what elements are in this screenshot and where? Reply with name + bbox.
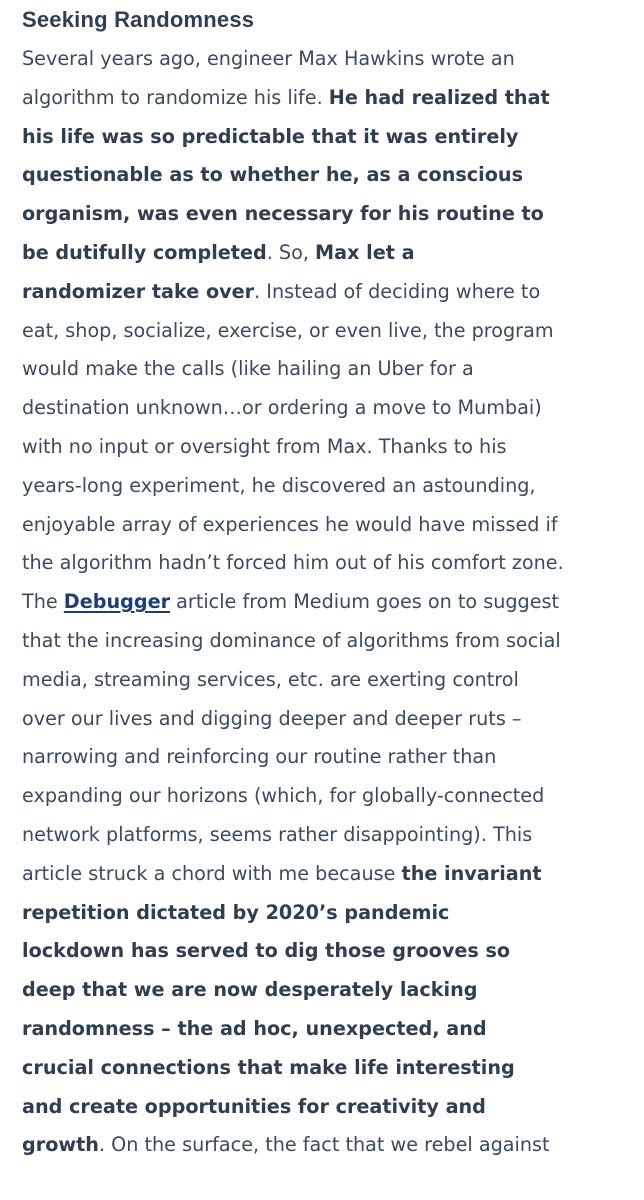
body-text: narrowing and reinforcing our routine rather than: [22, 745, 497, 769]
body-text: the algorithm hadn’t forced him out of his comfort zone.: [22, 551, 564, 575]
text-line: [22, 661, 642, 700]
body-text: The: [22, 590, 64, 614]
body-text: Several years ago, engineer Max Hawkins wrote an: [22, 47, 515, 70]
text-line: [22, 583, 642, 622]
bold-text: He had realized that: [328, 85, 550, 109]
text-line: [22, 1010, 642, 1049]
text-line: [22, 1126, 642, 1165]
text-line: [22, 156, 642, 195]
text-line: [22, 79, 642, 118]
text-line: [22, 894, 642, 933]
text-line: [22, 855, 642, 894]
bold-text: deep that we are now desperately lacking: [22, 978, 478, 1002]
body-text: would make the calls (like hailing an Uber for a: [22, 357, 474, 381]
text-line: [22, 971, 642, 1010]
body-text: destination unknown…or ordering a move to Mumbai): [22, 396, 542, 420]
bold-text: randomizer take over: [22, 279, 255, 303]
debugger-link[interactable]: Debugger: [63, 590, 171, 614]
bold-text: growth: [22, 1133, 99, 1157]
bold-text: organism, was even necessary for his routine to: [22, 202, 544, 226]
body-text: years-long experiment, he discovered an astounding,: [22, 473, 536, 497]
text-line: [22, 467, 642, 506]
text-line: [22, 932, 642, 971]
text-line: [22, 40, 642, 79]
text-line: [22, 389, 642, 428]
body-text: that the increasing dominance of algorithms from social: [22, 628, 561, 652]
body-text: enjoyable array of experiences he would have missed if: [22, 512, 558, 536]
text-line: [22, 816, 642, 855]
bold-text: randomness – the ad hoc, unexpected, and: [22, 1016, 487, 1040]
text-line: [22, 234, 642, 273]
text-line: [22, 312, 642, 351]
bold-text: questionable as to whether he, as a conscious: [22, 163, 524, 187]
bold-text: the invariant: [401, 861, 542, 885]
section-heading: Seeking Randomness: [22, 7, 255, 32]
body-text: . So,: [266, 240, 316, 264]
body-text: media, streaming services, etc. are exerting control: [22, 667, 519, 691]
article-body: [22, 40, 642, 1165]
bold-text: repetition dictated by 2020’s pandemic: [22, 900, 450, 924]
text-line: [22, 622, 642, 661]
text-line: [22, 506, 642, 545]
body-text: over our lives and digging deeper and deeper ruts –: [22, 706, 522, 730]
body-text: . On the surface, the fact that we rebel against: [98, 1133, 550, 1157]
text-line: [22, 738, 642, 777]
text-line: [22, 428, 642, 467]
body-text: article struck a chord with me because: [22, 861, 402, 885]
text-line: [22, 700, 642, 739]
text-line: [22, 777, 642, 816]
body-text: expanding our horizons (which, for globally-connected: [22, 784, 545, 808]
body-text: with no input or oversight from Max. Thanks to his: [22, 434, 507, 458]
bold-text: lockdown has served to dig those grooves so: [22, 939, 511, 963]
text-line: [22, 118, 642, 157]
text-line: [22, 195, 642, 234]
body-text: . Instead of deciding where to: [254, 279, 541, 303]
bold-text: be dutifully completed: [22, 240, 267, 264]
text-line: [22, 544, 642, 583]
text-line: [22, 273, 642, 312]
bold-text: his life was so predictable that it was entirely: [22, 124, 519, 148]
body-text: algorithm to randomize his life.: [22, 85, 329, 109]
body-text: network platforms, seems rather disappointing). This: [22, 822, 533, 846]
text-line: [22, 1088, 642, 1127]
bold-text: and create opportunities for creativity and: [22, 1094, 486, 1118]
bold-text: crucial connections that make life interesting: [22, 1055, 515, 1079]
text-line: [22, 1049, 642, 1088]
body-text: eat, shop, socialize, exercise, or even live, the program: [22, 318, 554, 342]
bold-text: Max let a: [315, 240, 415, 264]
text-line: [22, 350, 642, 389]
body-text: article from Medium goes on to suggest: [170, 590, 560, 614]
